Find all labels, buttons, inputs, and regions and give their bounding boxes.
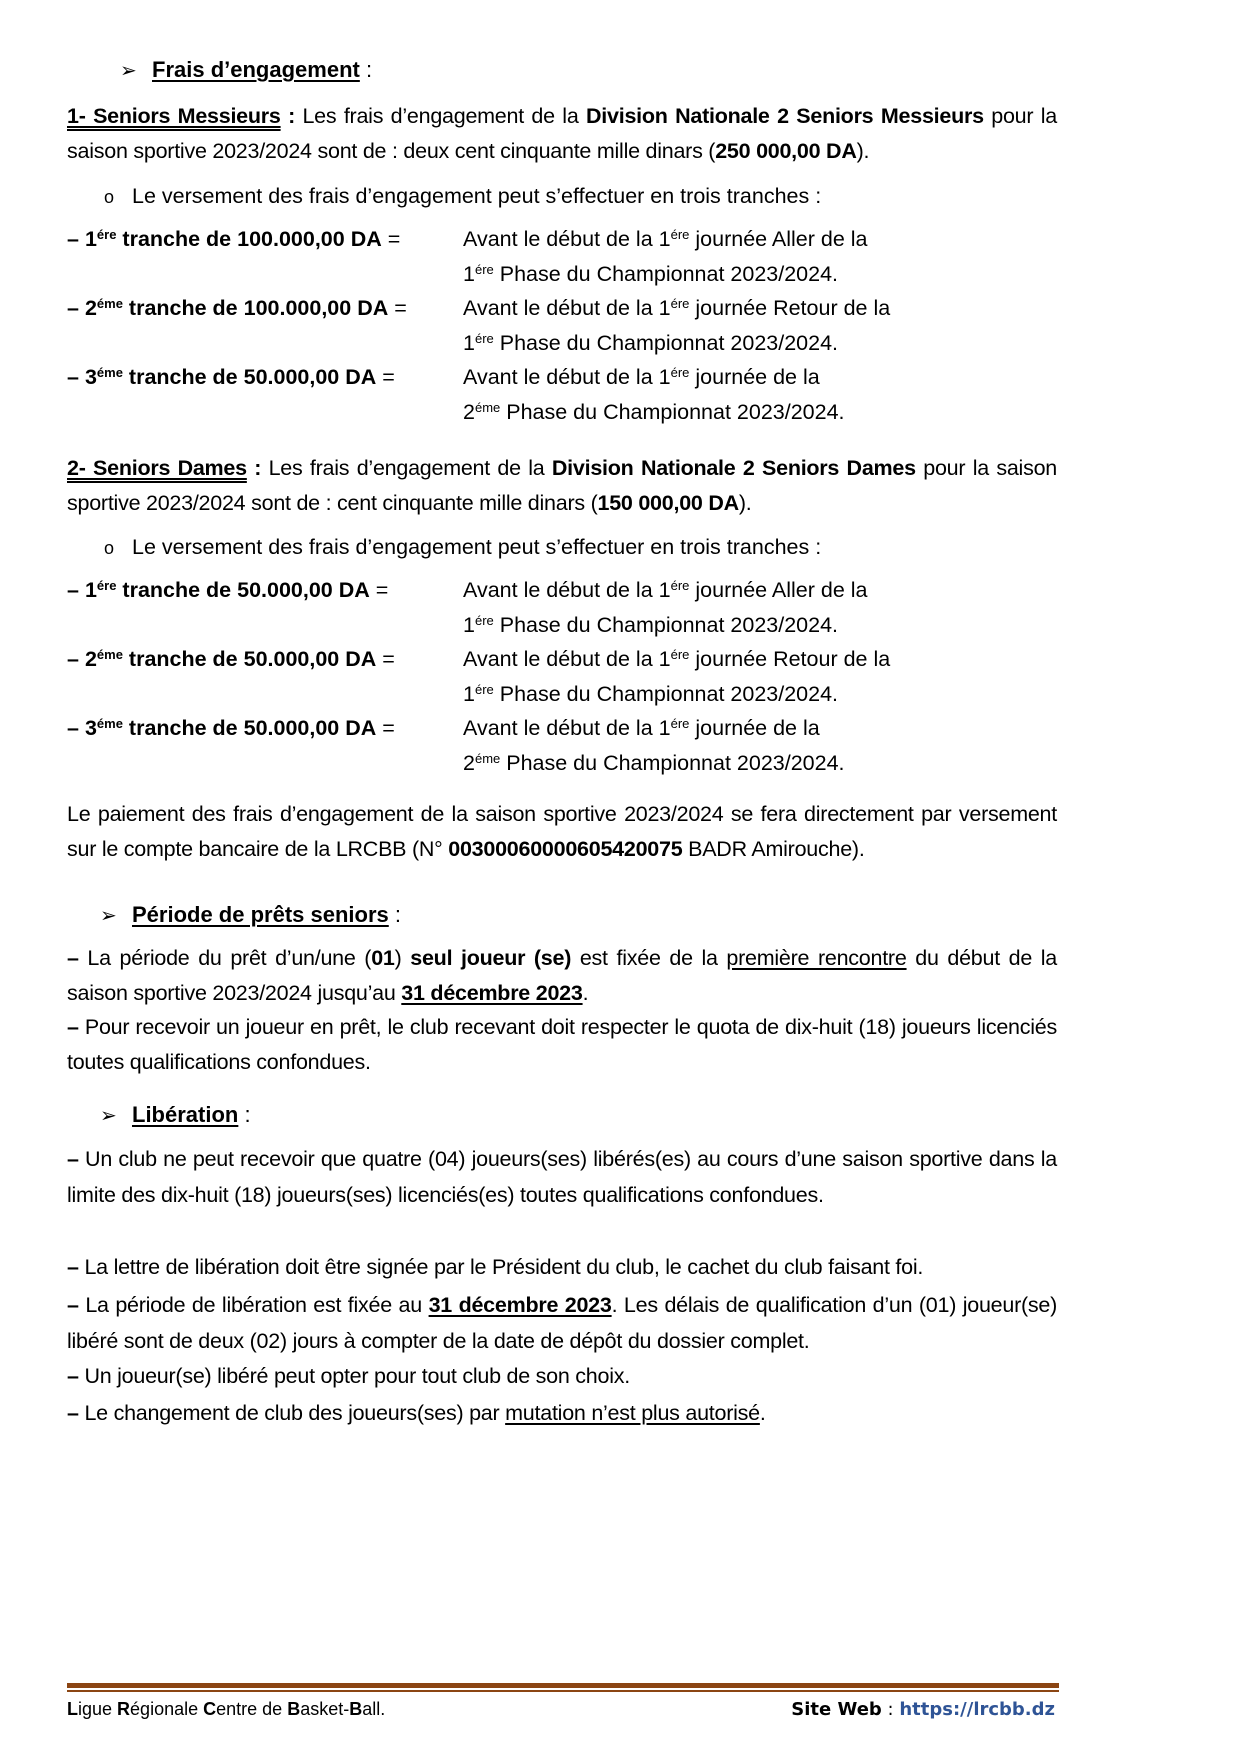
tranche-dash: – — [67, 227, 85, 251]
text-run: Avant le début de la 1 — [463, 227, 671, 251]
tranche-eq: = — [376, 647, 395, 671]
deadline-line-2 — [463, 257, 868, 292]
text-run: 31 décembre 2023 — [428, 1293, 612, 1317]
messieurs-label: 1- Seniors Messieurs — [67, 104, 281, 128]
deadline-line-1 — [463, 291, 890, 326]
tranche-num: 3 — [84, 365, 97, 389]
tranche-dash: – — [67, 578, 85, 602]
text-run: – — [67, 1147, 86, 1171]
tranche-eq: = — [376, 716, 395, 740]
tranche-amount: tranche de 50.000,00 DA — [116, 578, 370, 602]
text-run: Avant le début de la 1 — [463, 296, 671, 320]
deadline-line-1 — [463, 642, 890, 677]
tranche-dash: – — [67, 365, 85, 389]
text-run: journée de la — [689, 365, 820, 389]
tranche-amount: tranche de 50.000,00 DA — [122, 647, 377, 671]
circle-bullet-icon: o — [104, 538, 115, 558]
tranche-amount: tranche de 100.000,00 DA — [116, 227, 382, 251]
messieurs-bullet — [104, 181, 821, 212]
text-run: 31 décembre 2023 — [401, 980, 583, 1005]
text-run: ). — [856, 138, 870, 163]
text-run: première rencontre — [726, 946, 907, 970]
arrow-bullet-icon: ➢ — [100, 905, 117, 927]
text-run: ). — [738, 490, 752, 515]
text-run: 00300060000605420075 — [448, 836, 683, 861]
text-run: R — [117, 1699, 131, 1719]
superscript: ére — [670, 716, 690, 731]
tranche-num: 2 — [84, 647, 97, 671]
tranche-dash: – — [67, 296, 85, 320]
text-run: – — [67, 1015, 85, 1039]
text-run: – — [67, 946, 88, 970]
superscript: ére — [670, 296, 690, 311]
tranche-amount — [67, 573, 388, 608]
site-label: Site Web — [791, 1699, 882, 1720]
text-run: Avant le début de la 1 — [463, 578, 671, 602]
text-run: du début de la saison sportive 2023/2024 jusqu’au — [67, 946, 1057, 1005]
text-run: journée Aller de la — [689, 227, 868, 251]
site-url-link[interactable]: https://lrcbb.dz — [899, 1699, 1055, 1720]
tranche-amount — [67, 711, 395, 746]
text-run: . Les délais de qualification d’un (01) joueur(se) libéré sont de deux (02) jours à compter de la date de dépôt du dossier complet. — [67, 1293, 1058, 1353]
tranche-eq: = — [388, 296, 407, 320]
tranche-num: 3 — [84, 716, 97, 740]
text-run: Un joueur(se) libéré peut opter pour tout club de son choix. — [84, 1364, 630, 1388]
liberation-item-5 — [67, 1396, 1057, 1431]
text-run: 250 000,00 DA — [715, 138, 857, 163]
text-run: . — [582, 980, 589, 1005]
text-run: 1 — [463, 261, 475, 286]
deadline-line-2 — [463, 746, 845, 781]
liberation-item-4 — [67, 1359, 1057, 1394]
text-run: . — [759, 1401, 766, 1425]
text-run: Avant le début de la 1 — [463, 647, 671, 671]
text-run: – — [67, 1364, 85, 1388]
deadline-line-1 — [463, 222, 868, 257]
dames-paragraph — [67, 451, 1057, 520]
section-heading-frais — [120, 55, 372, 86]
tranche-amount — [67, 360, 395, 395]
tranche-deadline — [463, 711, 845, 780]
text-run: B — [349, 1699, 363, 1719]
tranche-eq: = — [381, 227, 401, 251]
text-run: Phase du Championnat 2023/2024. — [493, 612, 839, 637]
text-run: entre de — [216, 1699, 288, 1719]
text-run: est fixée de la — [571, 946, 727, 970]
text-run: 2 — [463, 399, 475, 424]
liberation-item-1 — [67, 1141, 1057, 1213]
superscript: ére — [670, 365, 690, 380]
text-run: Les frais d’engagement de la — [302, 104, 587, 128]
tranche-amount: tranche de 100.000,00 DA — [122, 296, 389, 320]
text-run: Le paiement des frais d’engagement de la saison sportive 2023/2024 se fera directement par versement sur le compte bancaire de la LRCBB (N° — [67, 802, 1057, 861]
tranche-eq: = — [376, 365, 395, 389]
heading-colon: : — [238, 1102, 251, 1127]
heading-colon: : — [359, 57, 373, 82]
footer-website — [791, 1699, 1055, 1720]
text-run: Phase du Championnat 2023/2024. — [493, 681, 839, 706]
text-run: 01 — [371, 946, 395, 970]
text-run: Le changement de club des joueurs(ses) par — [84, 1401, 506, 1425]
circle-bullet-icon: o — [104, 187, 115, 207]
text-run: – — [67, 1293, 86, 1317]
site-separator: : — [881, 1699, 900, 1720]
text-run: 2 — [463, 750, 475, 775]
tranche-dash: – — [67, 716, 85, 740]
text-run: asket- — [300, 1699, 350, 1719]
tranche-amount — [67, 642, 395, 677]
paiement-paragraph — [67, 797, 1057, 866]
heading-text: Libération — [132, 1102, 239, 1127]
text-run: : — [280, 104, 303, 128]
text-run: L — [67, 1699, 78, 1719]
text-run: journée Retour de la — [689, 647, 891, 671]
text-run: journée de la — [689, 716, 820, 740]
deadline-line-1 — [463, 711, 845, 746]
section-heading-liberation — [100, 1100, 251, 1131]
text-run: La période de libération est fixée au — [85, 1293, 429, 1317]
arrow-bullet-icon: ➢ — [120, 60, 137, 82]
text-run: Division Nationale 2 Seniors Messieurs — [586, 104, 984, 128]
text-run: Phase du Championnat 2023/2024. — [500, 750, 845, 775]
messieurs-paragraph — [67, 99, 1057, 168]
tranche-sup: éme — [96, 716, 123, 731]
tranche-sup: ére — [96, 227, 117, 242]
text-run: La période du prêt d’un/une ( — [87, 946, 372, 970]
superscript: ére — [670, 647, 690, 662]
footer-rule-thick — [67, 1683, 1059, 1688]
tranche-deadline — [463, 222, 868, 291]
bullet-text: Le versement des frais d’engagement peut s’effectuer en trois tranches : — [132, 535, 822, 559]
text-run: BADR Amirouche). — [682, 836, 865, 861]
superscript: ére — [670, 227, 690, 242]
section-heading-prets — [100, 900, 401, 931]
liberation-item-3 — [67, 1287, 1057, 1359]
text-run: Un club ne peut recevoir que quatre (04) joueurs(ses) libérés(es) au cours d’une saison sportive dans la limite des dix-huit (18) joueurs(ses) licenciés(es) toutes qualifications confondues. — [67, 1147, 1058, 1207]
deadline-line-1 — [463, 573, 868, 608]
text-run: ) — [394, 946, 411, 970]
text-run: Phase du Championnat 2023/2024. — [493, 330, 839, 355]
text-run: journée Aller de la — [689, 578, 868, 602]
tranche-num: 1 — [84, 578, 97, 602]
tranche-sup: éme — [96, 647, 123, 662]
text-run: pour la saison sportive 2023/2024 sont de : cent cinquante mille dinars ( — [67, 456, 1057, 515]
superscript: ére — [474, 681, 494, 697]
text-run: igue — [78, 1699, 118, 1719]
heading-text: Période de prêts seniors — [132, 902, 389, 927]
text-run: all. — [362, 1699, 386, 1719]
text-run: – — [67, 1401, 85, 1425]
text-run: B — [287, 1699, 301, 1719]
text-run: 1 — [463, 330, 475, 355]
footer-organization — [67, 1699, 385, 1720]
superscript: éme — [474, 399, 501, 415]
tranche-amount — [67, 222, 400, 257]
text-run: Pour recevoir un joueur en prêt, le club recevant doit respecter le quota de dix-huit (18) joueurs licenciés toutes qualifications confondues. — [67, 1015, 1057, 1074]
text-run: Les frais d’engagement de la — [268, 456, 552, 480]
superscript: ére — [670, 578, 690, 593]
tranche-deadline — [463, 642, 890, 711]
text-run: Division Nationale 2 Seniors Dames — [551, 456, 916, 480]
text-run: 1 — [463, 612, 475, 637]
text-run: C — [203, 1699, 217, 1719]
heading-colon: : — [388, 902, 401, 927]
liberation-item-2 — [67, 1250, 1057, 1285]
tranche-dash: – — [67, 647, 85, 671]
dames-bullet — [104, 532, 821, 563]
text-run: Avant le début de la 1 — [463, 716, 671, 740]
text-run: : — [246, 456, 269, 480]
superscript: ére — [474, 330, 494, 346]
tranche-sup: éme — [96, 296, 123, 311]
superscript: ére — [474, 612, 494, 628]
tranche-sup: éme — [96, 365, 123, 380]
text-run: La lettre de libération doit être signée par le Président du club, le cachet du club faisant foi. — [84, 1255, 924, 1279]
footer-rule-thin — [67, 1690, 1059, 1692]
text-run: mutation n’est plus autorisé — [505, 1401, 760, 1425]
text-run: 150 000,00 DA — [597, 490, 739, 515]
tranche-num: 1 — [84, 227, 97, 251]
prets-item-1 — [67, 941, 1057, 1010]
text-run: journée Retour de la — [689, 296, 891, 320]
dames-label: 2- Seniors Dames — [67, 456, 247, 480]
tranche-sup: ére — [96, 578, 117, 593]
deadline-line-2 — [463, 326, 890, 361]
text-run: – — [67, 1255, 85, 1279]
superscript: éme — [474, 750, 501, 766]
bullet-text: Le versement des frais d’engagement peut s’effectuer en trois tranches : — [132, 184, 822, 208]
deadline-line-1 — [463, 360, 845, 395]
deadline-line-2 — [463, 677, 890, 712]
deadline-line-2 — [463, 395, 845, 430]
tranche-num: 2 — [84, 296, 97, 320]
tranche-amount: tranche de 50.000,00 DA — [122, 365, 377, 389]
text-run: égionale — [130, 1699, 204, 1719]
text-run: Avant le début de la 1 — [463, 365, 671, 389]
heading-text: Frais d’engagement — [152, 57, 360, 82]
tranche-deadline — [463, 291, 890, 360]
text-run: pour la saison sportive 2023/2024 sont de : deux cent cinquante mille dinars ( — [67, 104, 1058, 163]
arrow-bullet-icon: ➢ — [100, 1105, 117, 1127]
tranche-deadline — [463, 360, 845, 429]
text-run: 1 — [463, 681, 475, 706]
superscript: ére — [474, 261, 494, 277]
tranche-amount — [67, 291, 407, 326]
deadline-line-2 — [463, 608, 868, 643]
text-run: Phase du Championnat 2023/2024. — [500, 399, 845, 424]
prets-item-2 — [67, 1010, 1057, 1079]
tranche-eq: = — [369, 578, 389, 602]
tranche-deadline — [463, 573, 868, 642]
text-run: seul joueur (se) — [410, 946, 572, 970]
tranche-amount: tranche de 50.000,00 DA — [122, 716, 377, 740]
text-run: Phase du Championnat 2023/2024. — [493, 261, 839, 286]
